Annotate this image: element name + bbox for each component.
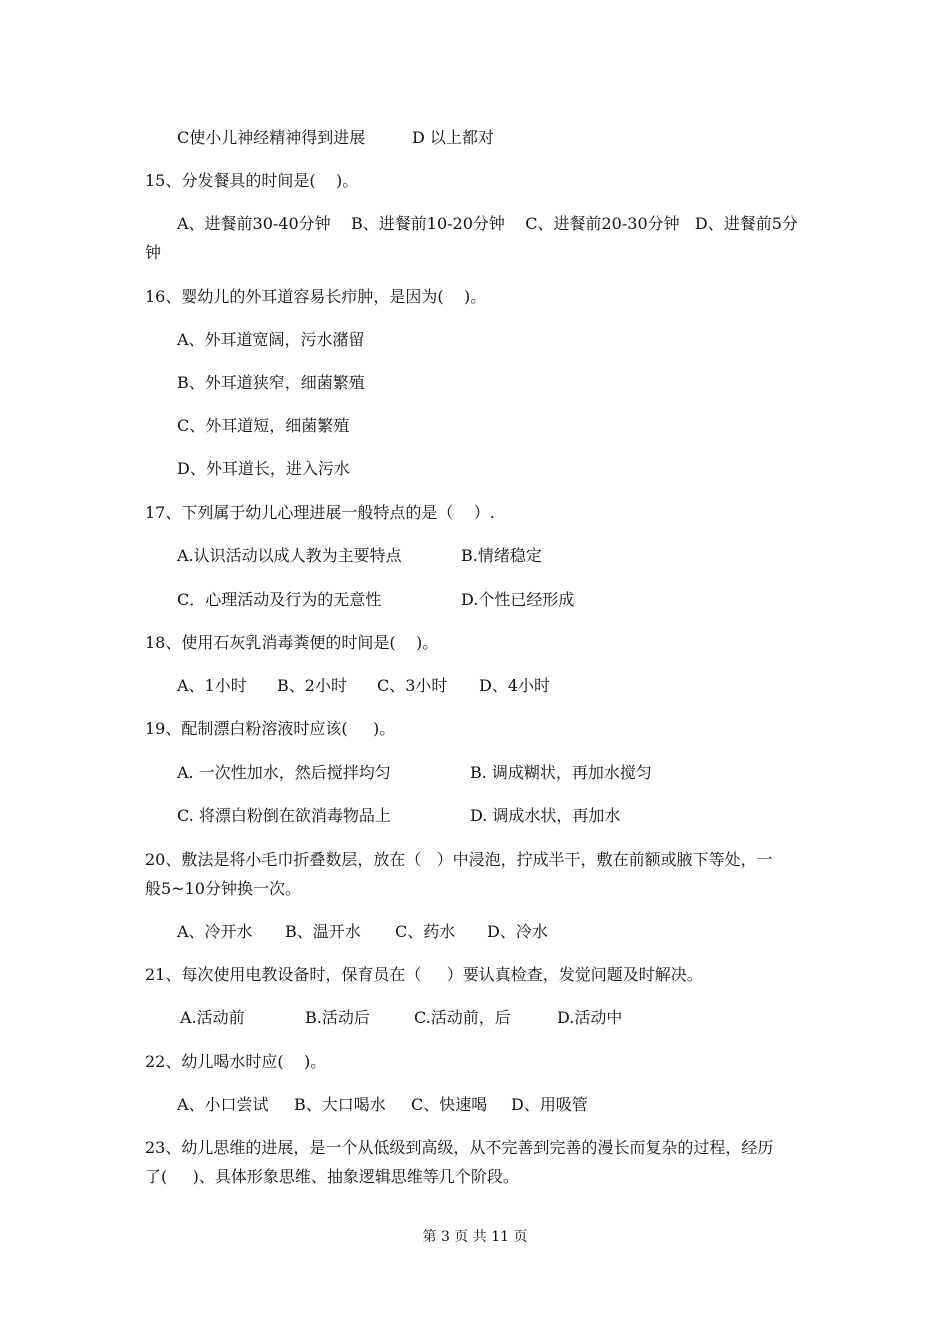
q19-option-d: D. 调成水状，再加水 — [470, 806, 621, 825]
q15-options-line1: A、进餐前30-40分钟 B、进餐前10-20分钟 C、进餐前20-30分钟 D、进餐前5分 — [177, 214, 798, 233]
q14-option-c: C使小儿神经精神得到进展 — [177, 128, 366, 147]
q18-option-a: A、1小时 — [177, 676, 247, 695]
q23-question-line1: 23、幼儿思维的进展，是一个从低级到高级，从不完善到完善的漫长而复杂的过程，经历 — [145, 1138, 774, 1157]
q21-option-a: A.活动前 — [180, 1008, 245, 1027]
q20-question-line2: 般5~10分钟换一次。 — [145, 879, 301, 898]
q22-option-d: D、用吸管 — [511, 1095, 588, 1114]
q18-question: 18、使用石灰乳消毒粪便的时间是( )。 — [145, 633, 439, 652]
q15-options-line2: 钟 — [145, 243, 162, 262]
q20-option-d: D、冷水 — [487, 922, 548, 941]
q20-option-b: B、温开水 — [285, 922, 361, 941]
q17-option-a: A.认识活动以成人教为主要特点 — [177, 546, 402, 565]
q22-option-a: A、小口尝试 — [177, 1095, 269, 1114]
q22-question: 22、幼儿喝水时应( )。 — [145, 1052, 327, 1071]
q23-question-line2: 了( )、具体形象思维、抽象逻辑思维等几个阶段。 — [145, 1167, 519, 1186]
q17-option-d: D.个性已经形成 — [461, 590, 575, 609]
q16-option-a: A、外耳道宽阔，污水潴留 — [177, 330, 365, 349]
q21-option-c: C.活动前，后 — [414, 1008, 511, 1027]
q19-option-b: B. 调成糊状，再加水搅匀 — [470, 763, 652, 782]
q19-question: 19、配制漂白粉溶液时应该( )。 — [145, 719, 396, 738]
q22-option-c: C、快速喝 — [411, 1095, 488, 1114]
q16-option-c: C、外耳道短，细菌繁殖 — [177, 416, 350, 435]
q19-option-a: A. 一次性加水，然后搅拌均匀 — [177, 763, 391, 782]
page-number-footer: 第 3 页 共 11 页 — [422, 1229, 528, 1245]
q18-option-d: D、4小时 — [479, 676, 551, 695]
q14-option-d: D 以上都对 — [412, 128, 494, 147]
q22-option-b: B、大口喝水 — [294, 1095, 386, 1114]
q20-question-line1: 20、敷法是将小毛巾折叠数层，放在（ ）中浸泡，拧成半干，敷在前额或腋下等处，一 — [145, 850, 773, 869]
q20-option-a: A、冷开水 — [177, 922, 253, 941]
q16-question: 16、婴幼儿的外耳道容易长疖肿，是因为( )。 — [145, 287, 487, 306]
q21-question: 21、每次使用电教设备时，保育员在（ ）要认真检查，发觉问题及时解决。 — [145, 965, 703, 984]
q20-option-c: C、药水 — [395, 922, 456, 941]
q21-option-b: B.活动后 — [305, 1008, 370, 1027]
q15-question: 15、分发餐具的时间是( )。 — [145, 171, 359, 190]
q18-option-c: C、3小时 — [377, 676, 448, 695]
q17-option-c: C．心理活动及行为的无意性 — [177, 590, 382, 609]
q21-option-d: D.活动中 — [557, 1008, 623, 1027]
q16-option-d: D、外耳道长，进入污水 — [177, 459, 350, 478]
q19-option-c: C. 将漂白粉倒在欲消毒物品上 — [177, 806, 391, 825]
q17-question: 17、下列属于幼儿心理进展一般特点的是（ ）. — [145, 503, 495, 522]
q16-option-b: B、外耳道狭窄，细菌繁殖 — [177, 373, 365, 392]
q18-option-b: B、2小时 — [277, 676, 347, 695]
q17-option-b: B.情绪稳定 — [461, 546, 542, 565]
